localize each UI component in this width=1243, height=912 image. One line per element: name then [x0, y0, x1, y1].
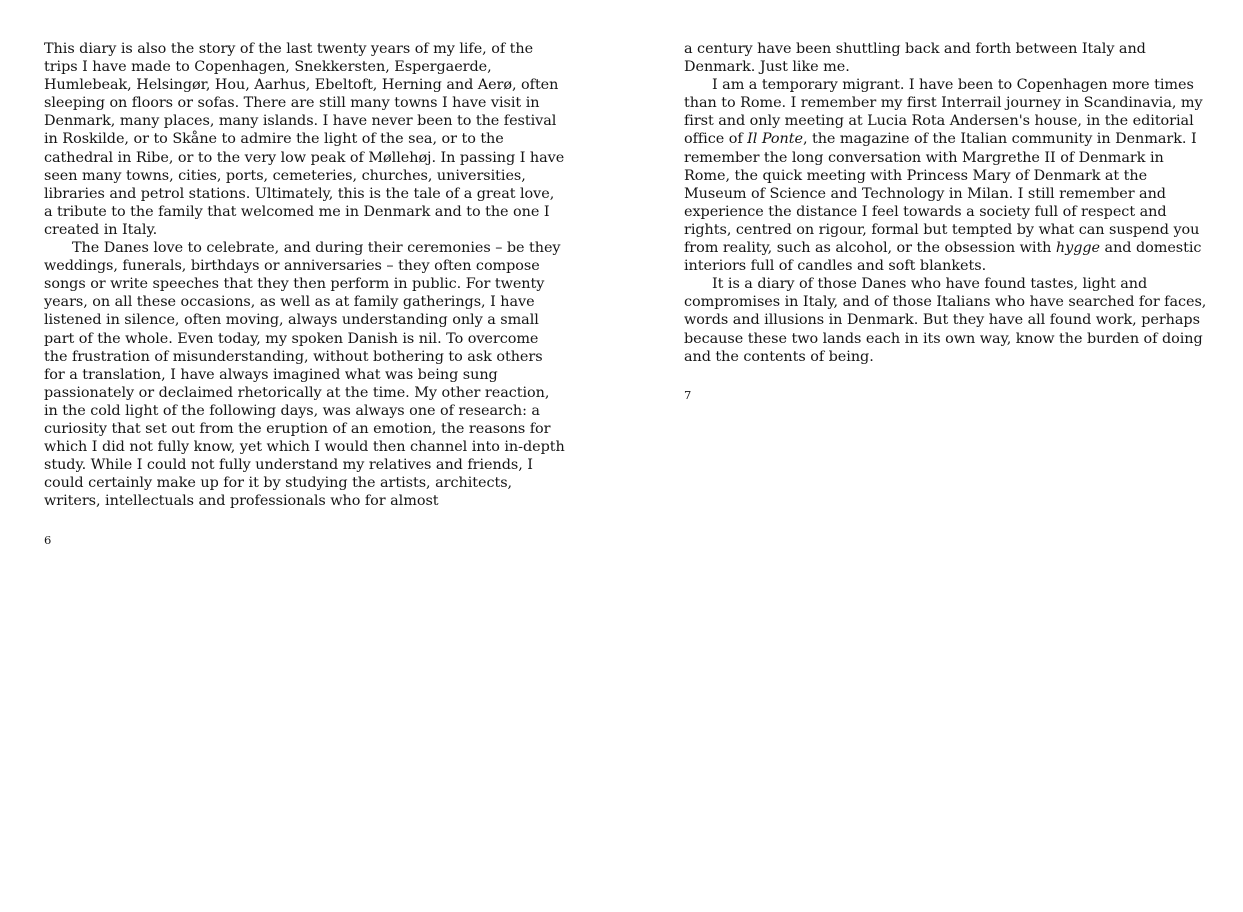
right-page-body: [684, 40, 1211, 366]
left-page: [44, 40, 566, 547]
page-number: 7: [684, 387, 692, 402]
page-number: 6: [44, 533, 52, 548]
paragraph: I am a temporary migrant. I have been to Copenhagen more times than to Rome. I remember my first Interrail journey in Scandinavia, my first and only meeting at Lucia Rota Andersen's house, in the editorial office of Il Ponte, the magazine of the Italian community in Denmark. I remember the long conversation with Margrethe II of Denmark in Rome, the quick meeting with Princess Mary of Denmark at the Museum of Science and Technology in Milan. I still remember and experience the distance I feel towards a society full of respect and rights, centred on rigour, formal but tempted by what can suspend you from reality, such as alcohol, or the obsession with hygge and domestic interiors full of candles and soft blankets.: [684, 77, 1203, 275]
left-page-body: [44, 40, 566, 510]
paragraph: It is a diary of those Danes who have found tastes, light and compromises in Italy, and of those Italians who have searched for faces, words and illusions in Denmark. But they have all found work, perhaps because these two lands each in its own way, know the burden of doing and the contents of being.: [684, 276, 1207, 365]
paragraph: a century have been shuttling back and forth between Italy and Denmark. Just like me.: [684, 41, 1146, 76]
paragraph: The Danes love to celebrate, and during their ceremonies – be they weddings, funerals, birthdays or anniversaries – they often compose songs or write speeches that they then perform in public. For twenty years, on all these occasions, as well as at family gatherings, I have listened in silence, often moving, always understanding only a small part of the whole. Even today, my spoken Danish is nil. To overcome the frustration of misunderstanding, without bothering to ask others for a translation, I have always imagined what was being sung passionately or declaimed rhetorically at the time. My other reaction, in the cold light of the following days, was always one of research: a curiosity that set out from the eruption of an emotion, the reasons for which I did not fully know, yet which I would then channel into in-depth study. While I could not fully understand my relatives and friends, I could certainly make up for it by studying the artists, architects, writers, intellectuals and professionals who for almost: [44, 240, 565, 510]
paragraph: This diary is also the story of the last twenty years of my life, of the trips I have made to Copenhagen, Snekkersten, Espergaerde, Humlebeak, Helsingør, Hou, Aarhus, Ebeltoft, Herning and Aerø, often sleeping on floors or sofas. There are still many towns I have visit in Denmark, many places, many islands. I have never been to the festival in Roskilde, or to Skåne to admire the light of the sea, or to the cathedral in Ribe, or to the very low peak of Møllehøj. In passing I have seen many towns, cities, ports, cemeteries, churches, universities, libraries and petrol stations. Ultimately, this is the tale of a great love, a tribute to the family that welcomed me in Denmark and to the one I created in Italy.: [44, 41, 565, 238]
right-page: [684, 40, 1211, 402]
